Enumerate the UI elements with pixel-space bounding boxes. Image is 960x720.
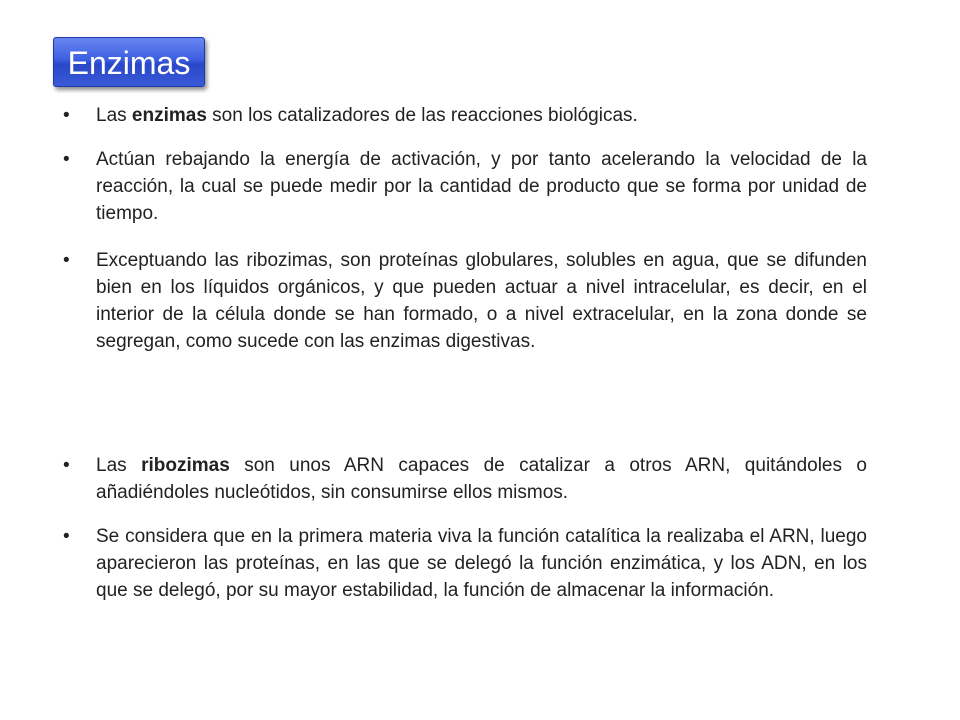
slide-title: Enzimas <box>53 37 205 87</box>
bullet-text-post: son unos ARN capaces de catalizar a otros ARN, quitándoles o añadiéndoles nucleótidos, sin consumirse ellos mismos. <box>96 455 867 503</box>
bullet-item-activacion <box>63 146 867 227</box>
bullet-dot: • <box>63 149 70 170</box>
bullet-text-pre: Las <box>96 455 142 476</box>
bullet-item-proteinas <box>63 247 867 355</box>
bullet-dot: • <box>63 105 70 126</box>
bullet-dot: • <box>63 250 70 271</box>
bullet-text: Se considera que en la primera materia viva la función catalítica la realizaba el ARN, luego aparecieron las proteínas, en las que se delegó la función enzimática, y los ADN, en los que se delegó, por su mayor estabilidad, la función de almacenar la información. <box>96 526 867 601</box>
bullet-dot: • <box>63 526 70 547</box>
bullet-item-enzimas <box>63 102 867 129</box>
bullet-item-ribozimas <box>63 452 867 506</box>
bullet-text-bold: ribozimas <box>141 455 230 476</box>
bullet-text: Exceptuando las ribozimas, son proteínas globulares, solubles en agua, que se difunden bien en los líquidos orgánicos, y que pueden actuar a nivel intracelular, es decir, en el interior de la célula donde se han formado, o a nivel extracelular, en la zona donde se segregan, como sucede con las enzimas digestivas. <box>96 250 867 352</box>
bullet-item-materia-viva <box>63 523 867 604</box>
bullet-text-pre: Las <box>96 105 132 126</box>
bullet-text-post: son los catalizadores de las reacciones biológicas. <box>206 105 638 126</box>
bullet-dot: • <box>63 455 70 476</box>
bullet-text-bold: enzimas <box>131 105 207 126</box>
bullet-text: Actúan rebajando la energía de activación, y por tanto acelerando la velocidad de la reacción, la cual se puede medir por la cantidad de producto que se forma por unidad de tiempo. <box>96 149 867 224</box>
